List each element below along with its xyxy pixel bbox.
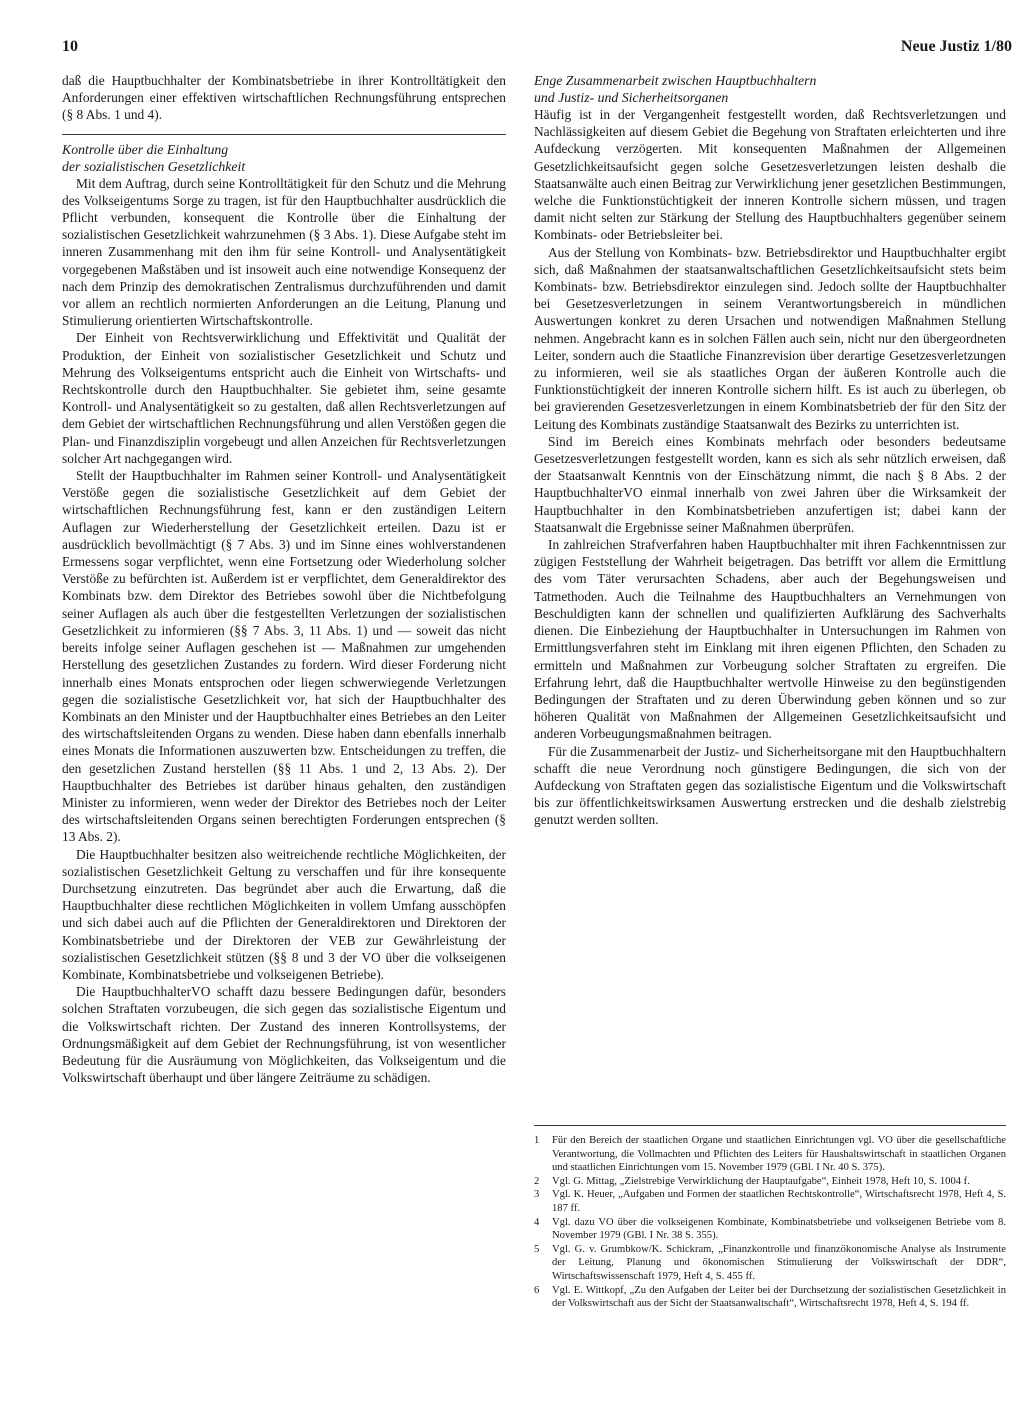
right-column [534, 72, 1006, 829]
paragraph: Sind im Bereich eines Kombinats mehrfach oder besonders bedeutsame Gesetzesverletzungen festgestellt worden, kann es sich als sehr nützlich erweisen, daß der Staatsanwalt Kenntnis von der Einschätzung nimmt, die nach § 8 Abs. 2 der HauptbuchhalterVO einmal innerhalb von zwei Jahren über die Wirksamkeit der Hauptbuchhalter in den Kombinatsbetrieben anzufertigen ist; dabei kann der Staatsanwalt die Ergebnisse seiner Maßnahmen überprüfen. [534, 433, 1006, 535]
paragraph: Aus der Stellung von Kombinats- bzw. Betriebsdirektor und Hauptbuchhalter ergibt sich, daß Maßnahmen der staatsanwaltschaftlichen Gesetzlichkeitsaufsicht stets beim Kombinats- bzw. Betriebsdirektor einzulegen sind. Jedoch sollte der Hauptbuchhalter bei Gesetzesverletzungen in seinem Verantwortungsbereich in mündlichen Auswertungen konkret zu deren Ursachen und notwendigen Maßnahmen Stellung nehmen. Angebracht kann es in solchen Fällen auch sein, nicht nur den übergeordneten Leiter, sondern auch die Staatliche Finanzrevision über derartige Gesetzesverletzungen zu informieren, weil sie als staatliches Organ der äußeren Kontrolle auch die Funktionstüchtigkeit der inneren Kontrolle sichern hilft. Es ist auch zu überlegen, ob bei gravierenden Gesetzesverletzungen in einem Kombinatsbetrieb der für den Sitz der Leitung des Kombinats zuständige Staatsanwalt des Bezirks zu unterrichten ist. [534, 244, 1006, 432]
footnote-number: 4 [534, 1216, 540, 1228]
footnote-text: Vgl. G. Mittag, „Zielstrebige Verwirklichung der Hauptaufgabe“, Einheit 1978, Heft 10, S. 1004 f. [552, 1175, 970, 1187]
left-column [62, 72, 506, 1086]
footnote [534, 1284, 1006, 1311]
paragraph: In zahlreichen Strafverfahren haben Hauptbuchhalter mit ihren Fachkenntnissen zur zügigen Feststellung der Wahrheit beigetragen. Das betrifft vor allem die Ermittlung des vom Täter verursachten Schadens, aber auch der Begehungsweisen und Tatmethoden. Auch die Teilnahme des Hauptbuchhalters an Vernehmungen von Beschuldigten kann der schnellen und qualifizierten Aufklärung des Sachverhalts dienen. Die Einbeziehung der Hauptbuchhalter in Untersuchungen im Rahmen von Ermittlungsverfahren steht im Einklang mit ihren eigenen Pflichten, den Schaden zu ermitteln und Maßnahmen zur Vorbeugung solcher Straftaten zu ergreifen. Die Erfahrung lehrt, daß die Hauptbuchhalter wertvolle Hinweise zu den begünstigenden Bedingungen der Straftaten und zu deren Überwindung geben können und so zur höheren Qualität von Maßnahmen der Allgemeinen Gesetzlichkeitsaufsicht und anderen Vorbeugungsmaßnahmen beitragen. [534, 537, 1006, 742]
paragraph: Die HauptbuchhalterVO schafft dazu bessere Bedingungen dafür, besonders solchen Straftaten vorzubeugen, die sich gegen das sozialistische Eigentum und die Volkswirtschaft richten. Der Zustand des inneren Kontrollsystems, der Ordnungsmäßigkeit auf dem Gebiet der Rechnungsführung, ist von wesentlicher Bedeutung für die Ausräumung von Möglichkeiten, das Volkseigentum und die Volkswirtschaft überhaupt und über längere Zeiträume zu schädigen. [62, 984, 506, 1086]
footnote [534, 1134, 1006, 1175]
section-heading-kontrolle [62, 141, 506, 175]
section-divider [62, 134, 506, 135]
footnote-number: 2 [534, 1175, 540, 1187]
paragraph: Die Hauptbuchhalter besitzen also weitreichende rechtliche Möglichkeiten, der sozialistischen Gesetzlichkeit Geltung zu verschaffen und für ihre konsequente Durchsetzung einzutreten. Das begründet aber auch die Erwartung, daß die Hauptbuchhalter diese rechtlichen Möglichkeiten in vollem Umfang ausschöpfen und sich dabei auch auf die Pflichten der Generaldirektoren und Direktoren der Kombinatsbetriebe und der Direktoren der VEB zur Gewährleistung der sozialistischen Gesetzlichkeit stützen (§§ 8 und 3 der VO über die volkseigenen Kombinate, Kombinatsbetriebe und volkseigenen Betriebe). [62, 846, 506, 982]
section-heading-zusammenarbeit [534, 72, 1006, 106]
footnote-text: Für den Bereich der staatlichen Organe und staatlichen Einrichtungen vgl. VO über die gesellschaftliche Verantwortung, die Vollmachten und Pflichten des Leiters für Haushaltswirtschaft in staatlichen Organen und staatlichen Einrichtungen vom 15. November 1979 (GBl. I Nr. 40 S. 375). [552, 1135, 1006, 1174]
heading-line: der sozialistischen Gesetzlichkeit [62, 158, 246, 174]
footnote-text: Vgl. dazu VO über die volkseigenen Kombinate, Kombinatsbetriebe und volkseigenen Betriebe vom 8. November 1979 (GBl. I Nr. 38 S. 355). [552, 1216, 1006, 1242]
footnote-text: Vgl. E. Wittkopf, „Zu den Aufgaben der Leiter bei der Durchsetzung der sozialistischen Gesetzlichkeit in der Volkswirtschaft aus der Sicht der Staatsanwaltschaft“, Wirtschaftsrecht 1978, Heft 4, S. 194 ff. [552, 1284, 1006, 1310]
footnote [534, 1175, 1006, 1189]
footnote-number: 1 [534, 1135, 540, 1146]
heading-line: Enge Zusammenarbeit zwischen Hauptbuchhaltern [534, 73, 817, 88]
footnote-text: Vgl. G. v. Grumbkow/K. Schickram, „Finanzkontrolle und finanzökonomische Analyse als Instrumente der Leitung, Planung und ökonomischen Stimulierung der Volkswirtschaft der DDR“, Wirtschaftswissenschaft 1979, Heft 4, S. 455 ff. [552, 1243, 1006, 1282]
heading-line: Kontrolle über die Einhaltung [62, 141, 229, 157]
footnote-number: 6 [534, 1284, 540, 1296]
paragraph: Mit dem Auftrag, durch seine Kontrolltätigkeit für den Schutz und die Mehrung des Volkseigentums Sorge zu tragen, ist für den Hauptbuchhalter ausdrücklich die Pflicht verbunden, konsequent die Kontrolle über die Einhaltung der sozialistischen Gesetzlichkeit wahrzunehmen (§ 3 Abs. 1). Diese Aufgabe steht im inneren Zusammenhang mit den ihm für seine Kontroll- und Analysentätigkeit vorgegebenen Maßstäben und ist insoweit auch eine notwendige Konsequenz der nach dem Prinzip des demokratischen Zentralismus durchzuführenden und damit vor allem an rechtlich normierten Anforderungen an die Leitung, Planung und Stimulierung orientierten Wirtschaftskontrolle. [62, 175, 506, 329]
footnote [534, 1216, 1006, 1243]
footnote [534, 1243, 1006, 1284]
page-number: 10 [62, 38, 78, 55]
paragraph: Für die Zusammenarbeit der Justiz- und Sicherheitsorgane mit den Hauptbuchhaltern schafft die neue Verordnung noch günstigere Bedingungen, die sich von der Aufdeckung von Straftaten gegen das sozialistische Eigentum und die Volkswirtschaft bis zur öffentlichkeitswirksamen Auswertung erstrecken und die deshalb zielstrebig genutzt werden sollten. [534, 743, 1006, 828]
heading-line: und Justiz- und Sicherheitsorganen [534, 90, 729, 105]
paragraph: Häufig ist in der Vergangenheit festgestellt worden, daß Rechtsverletzungen und Nachlässigkeiten auf diesem Gebiet die Begehung von Straftaten erleichterten und ihre Aufdeckung verzögerten. Mit konsequenten Maßnahmen der Allgemeinen Gesetzlichkeitsaufsicht gegen solche Gesetzesverletzungen leisten deshalb die Staatsanwälte auch einen Beitrag zur Verwirklichung jener gesetzlichen Bestimmungen, welche die Funktionstüchtigkeit der inneren Kontrolle sichern müssen, und tragen damit nicht selten zur Stärkung der Stellung des Hauptbuchhalters gegenüber seinem Kombinats- oder Betriebsleiter bei. [534, 107, 1006, 243]
paragraph: Der Einheit von Rechtsverwirklichung und Effektivität und Qualität der Produktion, der Einheit von sozialistischer Gesetzlichkeit und Schutz und Mehrung des Volkseigentums entspricht auch die Einheit von Wirtschafts- und Rechtskontrolle durch den Hauptbuchhalter. Sie gebietet ihm, seine gesamte Kontroll- und Analysentätigkeit so zu gestalten, daß allen Rechtsverletzungen auf dem Gebiet der wirtschaftlichen Rechnungsführung und allen Verstößen gegen die Plan- und Finanzdisziplin vorgebeugt und allen Anzeichen für Rechtsverletzungen solcher Art nachgegangen wird. [62, 330, 506, 466]
footnote-number: 5 [534, 1243, 540, 1255]
journal-issue: Neue Justiz 1/80 [900, 38, 1012, 55]
page-header [62, 38, 1012, 64]
left-intro-text: daß die Hauptbuchhalter der Kombinatsbetriebe in ihrer Kontrolltätigkeit den Anforderungen einer effektiven wirtschaftlichen Rechnungsführung entsprechen (§ 8 Abs. 1 und 4). [62, 73, 506, 123]
footnote [534, 1188, 1006, 1215]
footnote-text: Vgl. K. Heuer, „Aufgaben und Formen der staatlichen Rechtskontrolle“, Wirtschaftsrecht 1978, Heft 4, S. 187 ff. [552, 1189, 1006, 1214]
paragraph: Stellt der Hauptbuchhalter im Rahmen seiner Kontroll- und Analysentätigkeit Verstöße gegen die sozialistische Gesetzlichkeit auf dem Gebiet der wirtschaftlichen Rechnungsführung fest, kann er den zuständigen Leitern Auflagen zur Wiederherstellung der Gesetzlichkeit erteilen. Dazu ist er ausdrücklich bevollmächtigt (§ 7 Abs. 3) und im Sinne eines wohlverstandenen Ermessens sogar verpflichtet, wenn eine Fortsetzung oder Wiederholung solcher Verstöße zu befürchten ist. Außerdem ist er verpflichtet, dem Generaldirektor des Kombinats bzw. dem Direktor des Betriebes sowohl über die Nichtbefolgung seiner Auflagen als auch über die festgestellten Verletzungen der sozialistischen Gesetzlichkeit zu informieren (§§ 7 Abs. 3, 11 Abs. 1) und — soweit das nicht bereits infolge seiner Auflagen geschehen ist — Maßnahmen zur umgehenden Herstellung des gesetzlichen Zustandes zu fordern. Wird dieser Forderung nicht innerhalb eines Monats entsprochen oder liegen schwerwiegende Verletzungen gegen die sozialistische Gesetzlichkeit vor, hat sich der Hauptbuchhalter des Kombinats an den Minister und der Hauptbuchhalter eines Betriebes an den Leiter des wirtschaftsleitenden Organs zu wenden. Diese haben dann ebenfalls innerhalb eines Monats die Informationen auszuwerten bzw. Entscheidungen zu treffen, die den gesetzlichen Zustand herstellen (§§ 11 Abs. 1 und 2, 13 Abs. 2). Der Hauptbuchhalter des Betriebes ist darüber hinaus gehalten, den zuständigen Minister zu informieren, wenn weder der Direktor des Betriebes noch der Leiter des wirtschaftsleitenden Organs seinen berechtigten Forderungen entsprechen (§ 13 Abs. 2). [62, 468, 506, 845]
footnote-number: 3 [534, 1189, 540, 1201]
footnotes [534, 1125, 1006, 1311]
